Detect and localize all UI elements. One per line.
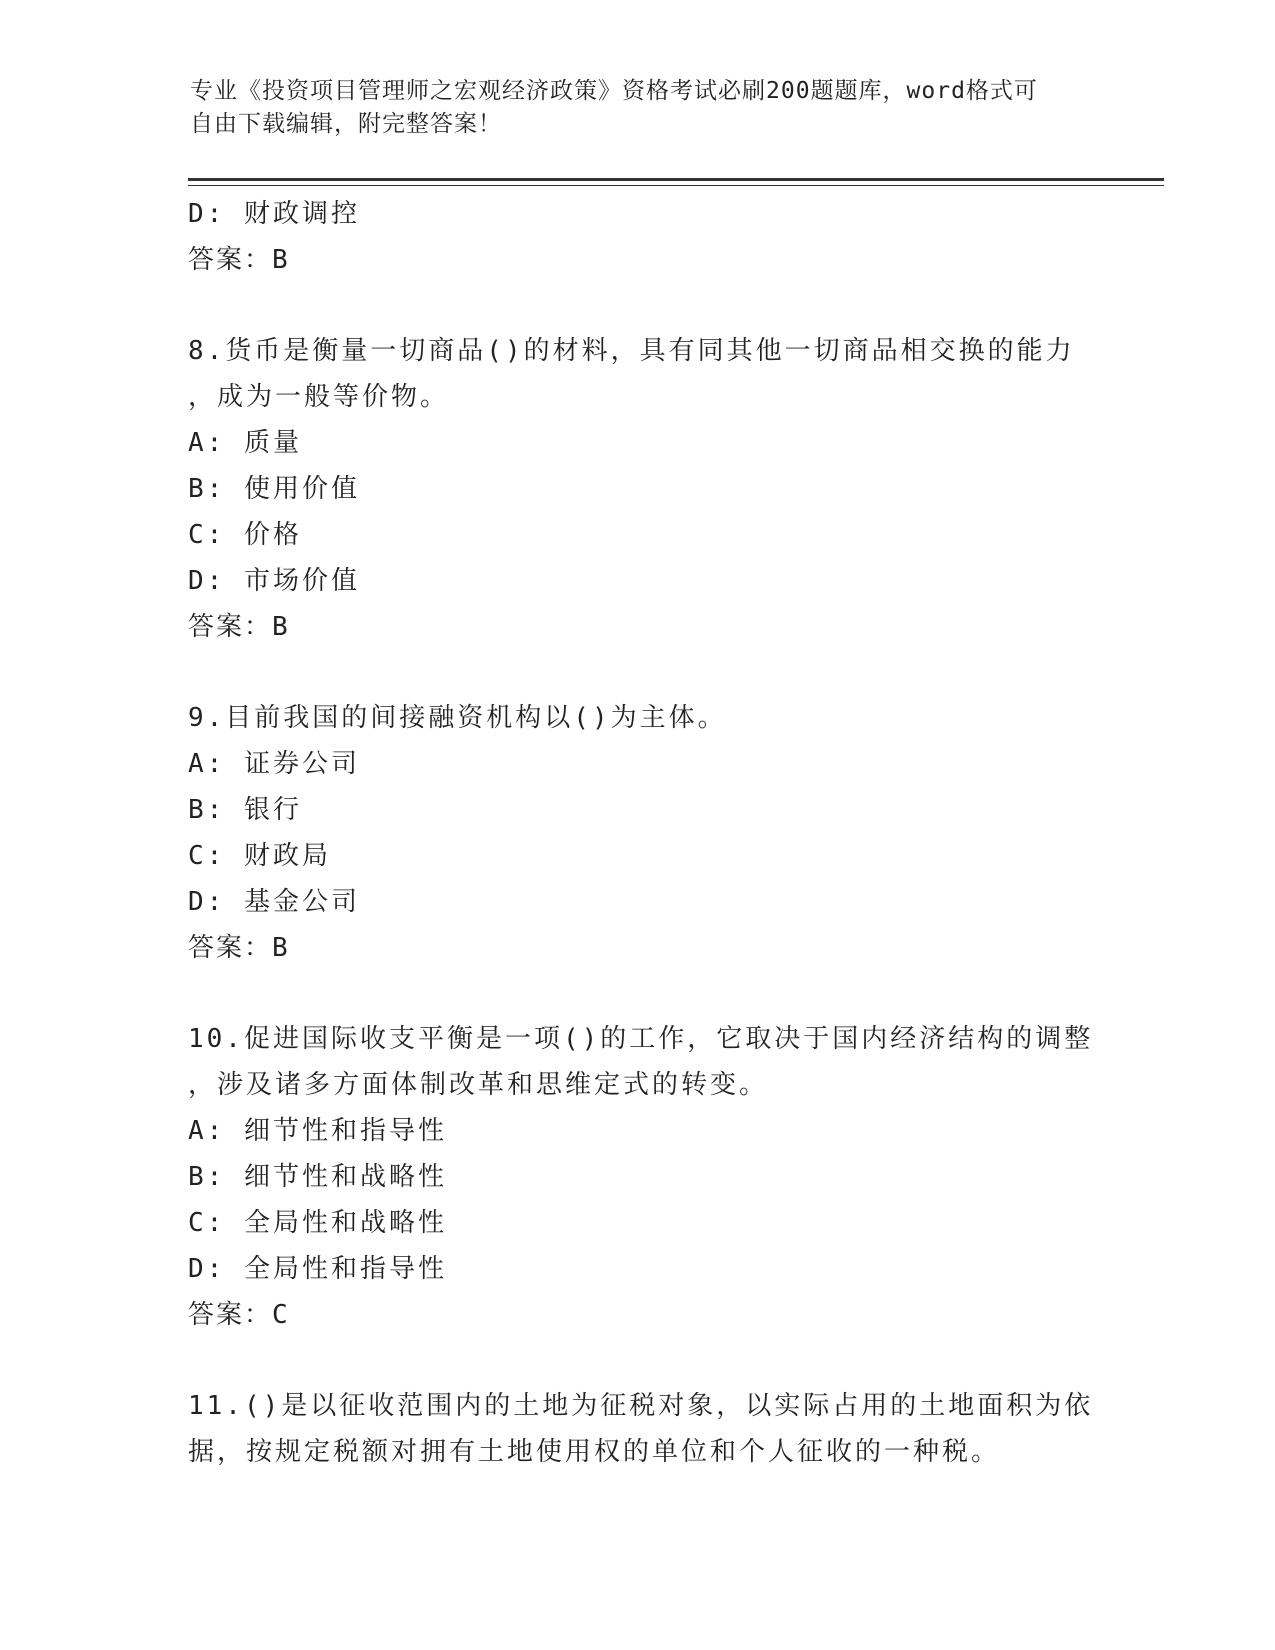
question-list [188,191,1094,1475]
option-b: B: 细节性和战略性 [188,1162,447,1192]
option-c: C: 价格 [188,520,302,550]
answer-line: 答案：C [188,1300,290,1330]
question-spacer [188,283,1088,328]
question-stem-line: 11.()是以征收范围内的土地为征税对象，以实际占用的土地面积为依 [188,1391,1094,1421]
question-stem-line: 8.货币是衡量一切商品()的材料，具有同其他一切商品相交换的能力 [188,336,1075,366]
answer-line: 答案：B [188,245,290,275]
question-spacer [188,1338,1088,1383]
question-stem-line: 9.目前我国的间接融资机构以()为主体。 [188,703,727,733]
answer-line: 答案：B [188,612,290,642]
option-d: D: 全局性和指导性 [188,1254,447,1284]
option-d: D: 财政调控 [188,199,360,229]
option-d: D: 基金公司 [188,887,360,917]
question-10 [188,1016,1094,1338]
option-d: D: 市场价值 [188,566,360,596]
option-c: C: 全局性和战略性 [188,1208,447,1238]
answer-line: 答案：B [188,933,290,963]
question-8 [188,328,1088,650]
question-spacer [188,650,1088,695]
option-b: B: 使用价值 [188,474,360,504]
option-a: A: 质量 [188,428,302,458]
option-a: A: 细节性和指导性 [188,1116,447,1146]
question-spacer [188,971,1088,1016]
question-11 [188,1383,1094,1475]
question-stem-line: 10.促进国际收支平衡是一项()的工作，它取决于国内经济结构的调整 [188,1024,1094,1054]
question-stem-line: 据，按规定税额对拥有土地使用权的单位和个人征收的一种税。 [188,1437,1001,1467]
option-a: A: 证券公司 [188,749,360,779]
question-9 [188,695,1088,971]
header-divider-thick [188,178,1164,181]
header-line-2: 自由下载编辑，附完整答案！ [190,111,502,137]
header-line-1: 专业《投资项目管理师之宏观经济政策》资格考试必刷200题题库，word格式可 [190,78,1038,104]
option-b: B: 银行 [188,795,302,825]
question-stem-line: ，成为一般等价物。 [188,382,450,412]
document-header [190,75,1090,141]
header-divider-thin [188,185,1164,186]
option-c: C: 财政局 [188,841,331,871]
question-stem-line: ，涉及诸多方面体制改革和思维定式的转变。 [188,1070,769,1100]
